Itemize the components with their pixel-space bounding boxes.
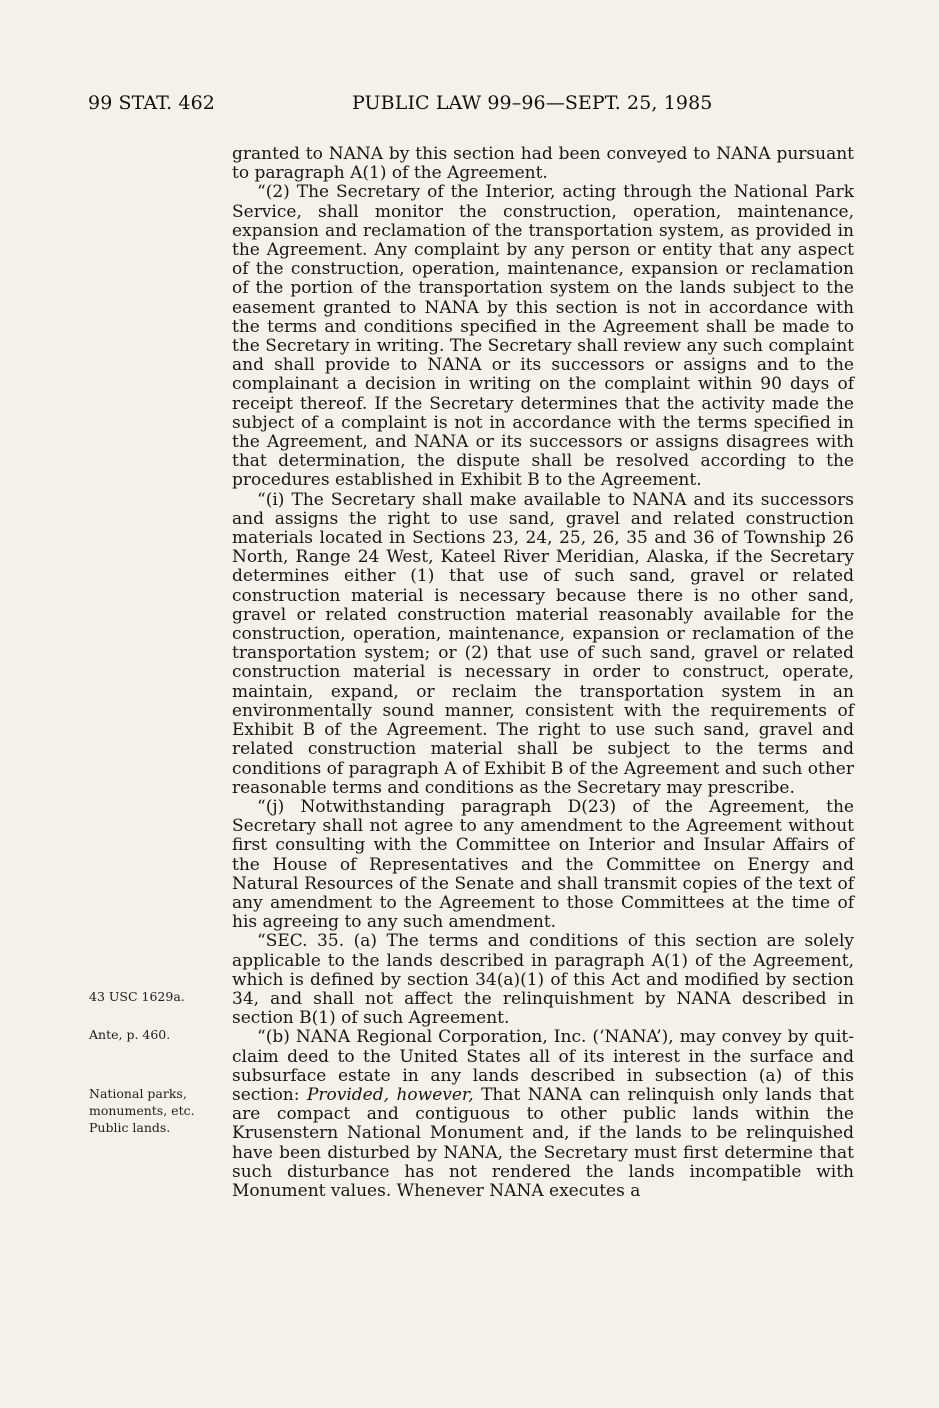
section-35-a: “SEC. 35. (a) The terms and conditions of this section are solely applicable to the lands described in paragraph A(1) of the Agreement, which is defined by section 34(a)(1) of this Act and modified by section 34, and shall not affect the relinquishment by NANA described in section B(1) of such Agreement.	[232, 931, 854, 1029]
main-text-column	[232, 145, 854, 1201]
section-35-b-provided: Provided, however,	[306, 1084, 474, 1105]
section-35-b-text-2: That NANA can relinquish only lands that are compact and contiguous to other public lands within the Krusenstern National Monument and, if the lands to be relinquished have been disturbed by NANA, the Secretary must first determine that such disturbance has not rendered the lands incompatible with Monument values. Whenever NANA executes a	[232, 1084, 855, 1201]
margin-note-usc: 43 USC 1629a.	[89, 989, 185, 1004]
margin-note-ante: Ante, p. 460.	[89, 1027, 171, 1042]
paragraph-j-amendment: “(j) Notwithstanding paragraph D(23) of the Agreement, the Secretary shall not agree to any amendment to the Agreement without first consulting with the Committee on Interior and Insular Affairs of the House of Representatives and the Committee on Energy and Natural Resources of the Senate and shall transmit copies of the text of any amendment to the Agreement to those Committees at the time of his agreeing to any such amendment.	[232, 796, 854, 933]
paragraph-i-materials: “(i) The Secretary shall make available to NANA and its successors and assigns the right to use sand, gravel and related construction materials located in Sections 23, 24, 25, 26, 35 and 36 of Township 26 North, Range 24 West, Kateel River Meridian, Alaska, if the Secretary determines either (1) that use of such sand, gravel or related construction material is necessary because there is no other sand, gravel or related construction material reasonably available for the construction, operation, maintenance, expansion or reclamation of the transportation system; or (2) that use of such sand, gravel or related construction material is necessary in order to construct, operate, maintain, expand, or reclaim the transportation system in an environmentally sound manner, consistent with the requirements of Exhibit B of the Agreement. The right to use such sand, gravel and related construction material shall be subject to the terms and conditions of paragraph A of Exhibit B of the Agreement and such other reasonable terms and conditions as the Secretary may prescribe.	[232, 489, 854, 798]
paragraph-2-monitoring: “(2) The Secretary of the Interior, acting through the National Park Service, shall monitor the construction, operation, maintenance, expansion and reclamation of the transportation system, as provided in the Agreement. Any complaint by any person or entity that any aspect of the construction, operation, maintenance, expansion or reclamation of the portion of the transportation system on the lands subject to the easement granted to NANA by this section is not in accordance with the terms and conditions specified in the Agreement shall be made to the Secretary in writing. The Secretary shall review any such complaint and shall provide to NANA or its successors or assigns and to the complainant a decision in writing on the complaint within 90 days of receipt thereof. If the Secretary determines that the activity made the subject of a complaint is not in accordance with the terms specified in the Agreement, and NANA or its successors or assigns disagrees with that determination, the dispute shall be resolved according to the procedures established in Exhibit B to the Agreement.	[232, 182, 854, 491]
public-law-title: PUBLIC LAW 99–96—SEPT. 25, 1985	[352, 92, 713, 114]
margin-note-national-parks: National parks, monuments, etc. Public lands.	[89, 1086, 195, 1135]
statute-page-number: 99 STAT. 462	[88, 92, 215, 114]
section-35-b	[232, 1028, 854, 1201]
section-35-b-text-1: “(b) NANA Regional Corporation, Inc. (‘NANA’), may convey by quit-claim deed to the United States all of its interest in the surface and subsurface estate in any lands described in subsection (a) of this section:	[232, 1027, 854, 1105]
paragraph-continuation: granted to NANA by this section had been conveyed to NANA pursuant to paragraph A(1) of the Agreement.	[232, 144, 854, 184]
